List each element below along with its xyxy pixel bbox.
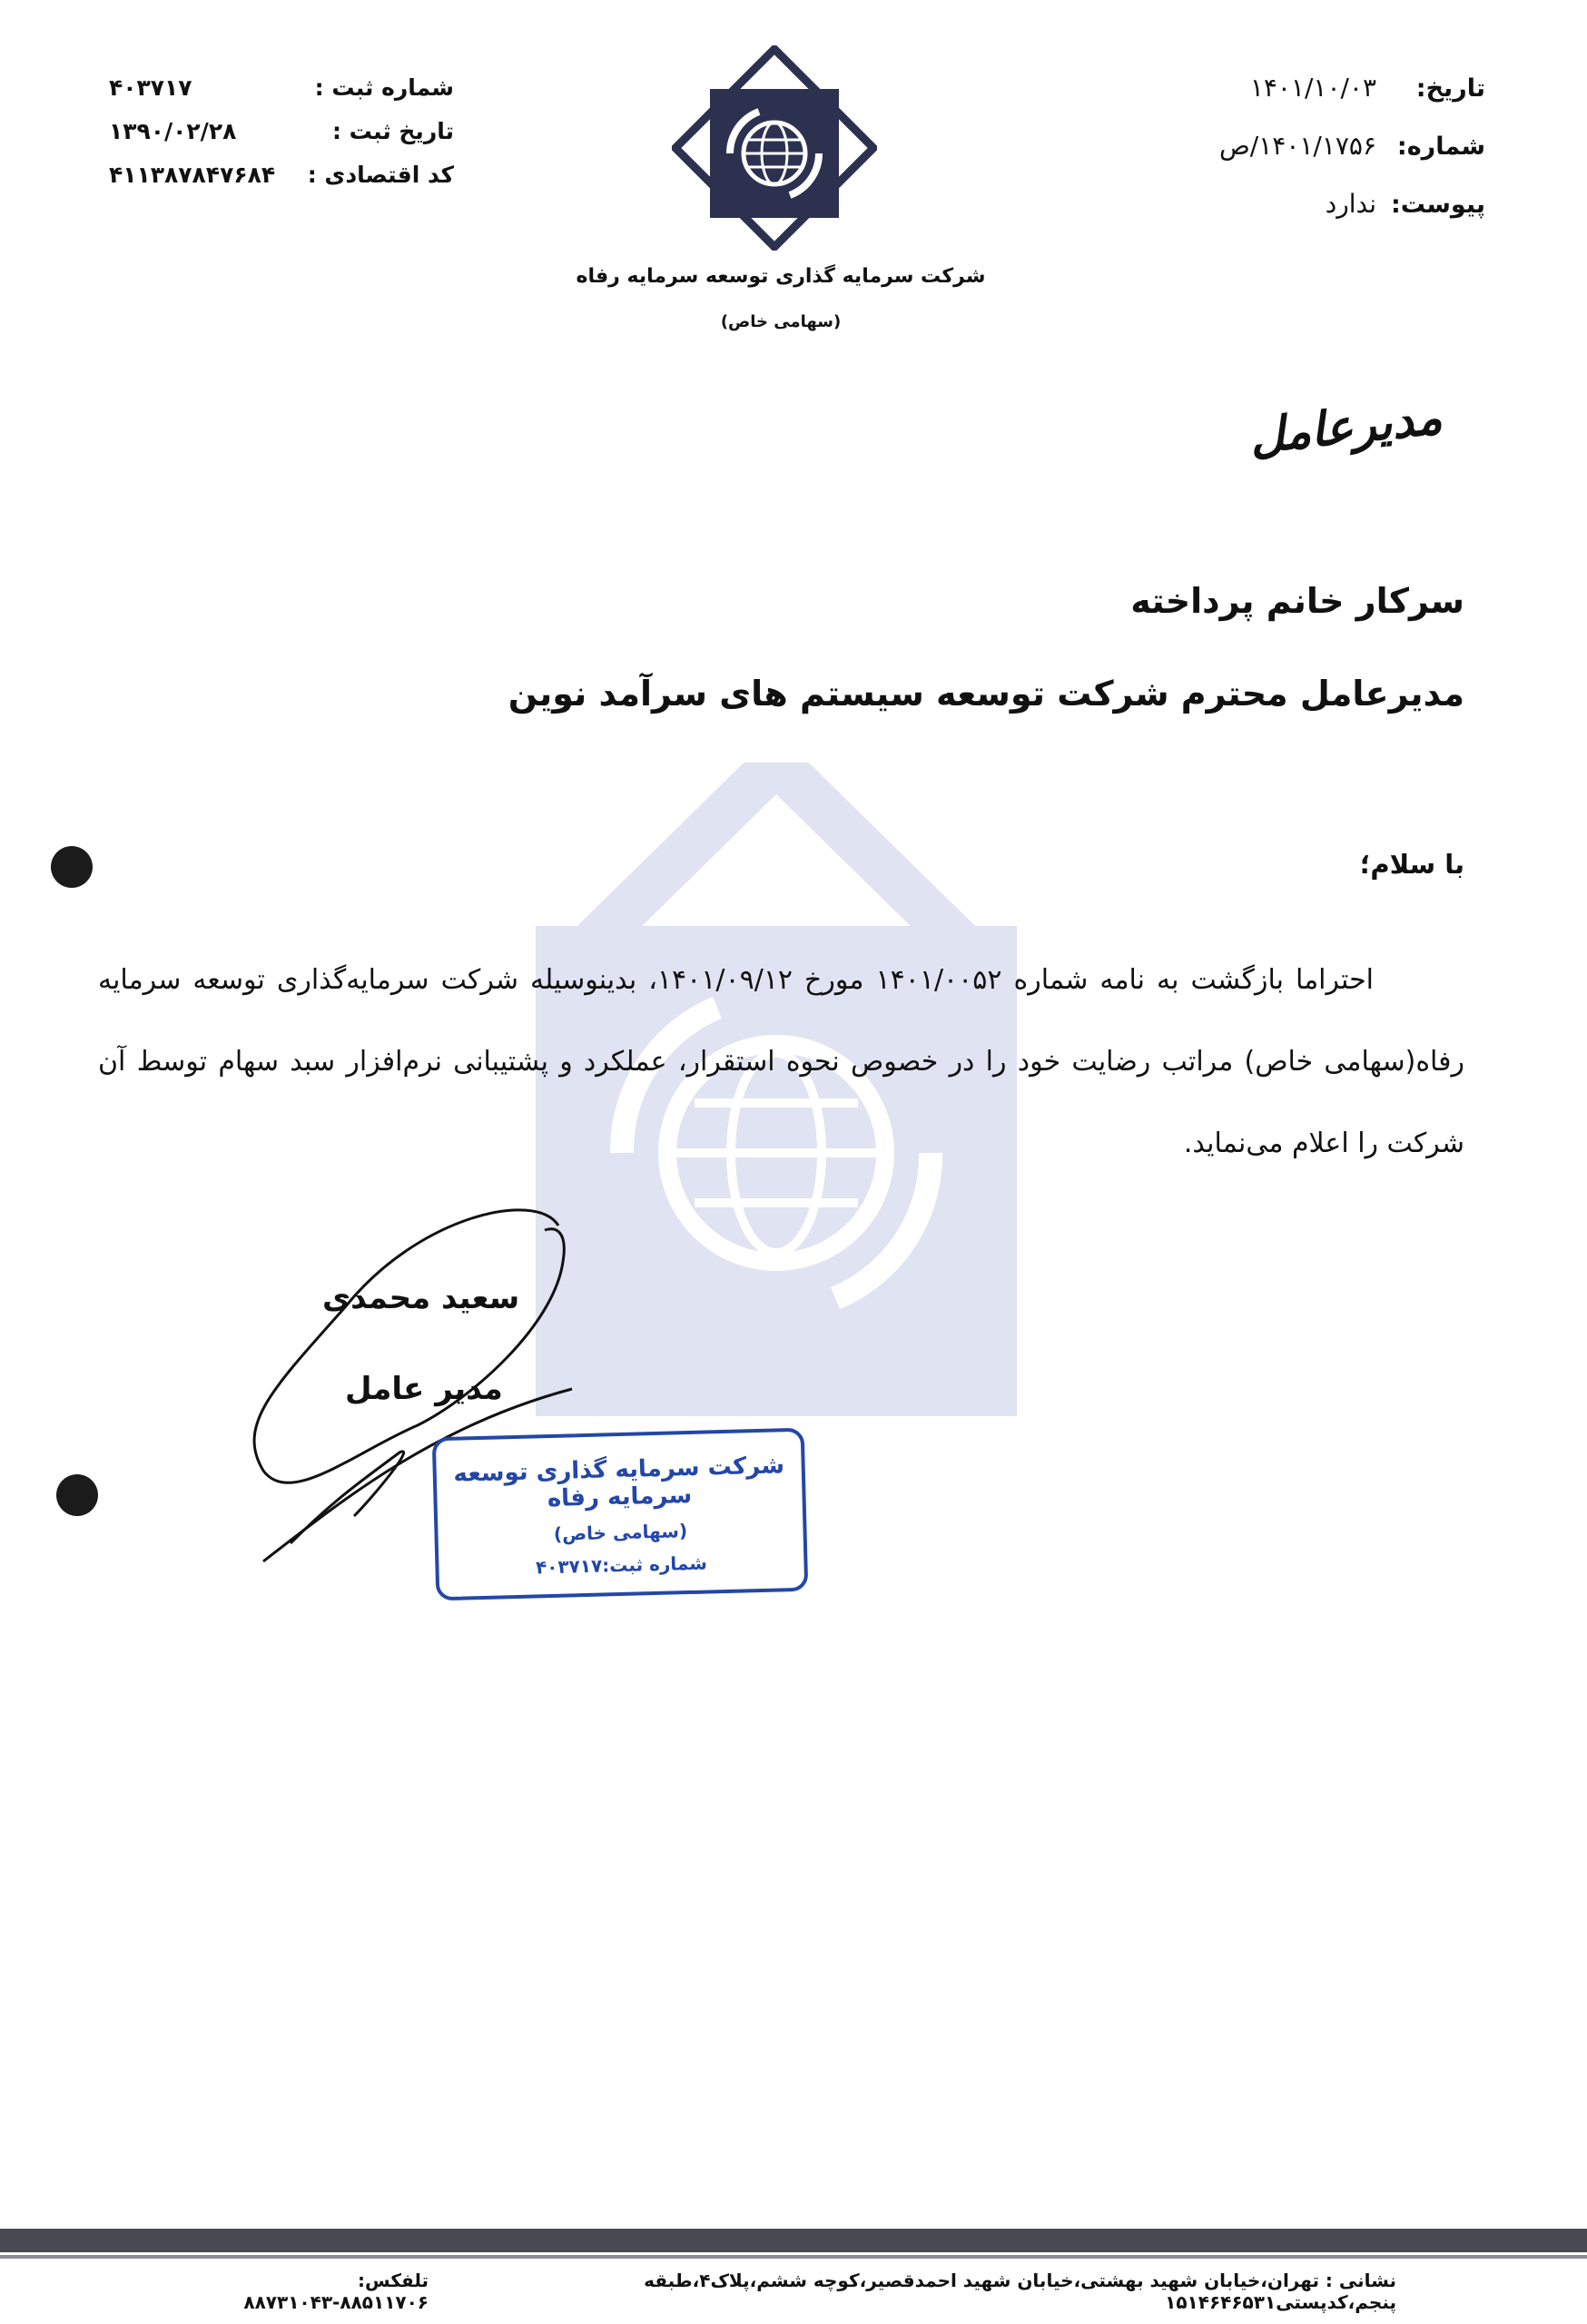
stamp-type: (سهامی خاص): [553, 1520, 688, 1545]
signer-name: سعید محمدی: [322, 1280, 520, 1316]
stamp-registration: شماره ثبت:۴۰۳۷۱۷: [535, 1551, 708, 1579]
reg-number-value: ۴۰۳۷۱۷: [109, 74, 192, 101]
greeting: با سلام؛: [1359, 849, 1464, 880]
company-name: شرکت سرمایه گذاری توسعه سرمایه رفاه: [576, 265, 986, 288]
signer-title: مدیر عامل: [345, 1371, 503, 1407]
reg-number-label: شماره ثبت :: [314, 74, 454, 101]
footer-bar: [0, 2229, 1587, 2252]
company-type: (سهامی خاص): [720, 312, 842, 331]
reg-number-row: [109, 74, 454, 118]
date-row: [1219, 73, 1485, 131]
date-value: ۱۴۰۱/۱۰/۰۳: [1249, 73, 1376, 103]
attachment-label: پیوست:: [1390, 191, 1485, 219]
attachment-value: ندارد: [1325, 189, 1376, 219]
economic-code-label: کد اقتصادی :: [307, 162, 454, 188]
number-label: شماره:: [1396, 133, 1485, 161]
number-value: ۱۴۰۱/۱۷۵۶/ص: [1218, 131, 1376, 161]
footer: [172, 2270, 1396, 2313]
registration-info: [109, 74, 454, 205]
company-stamp: [432, 1428, 809, 1601]
date-label: تاریخ:: [1415, 74, 1485, 103]
number-row: [1219, 131, 1485, 189]
recipient-name: سرکار خانم پرداخته: [1130, 581, 1464, 621]
reg-date-label: تاریخ ثبت :: [331, 118, 454, 144]
stamp-company: شرکت سرمایه گذاری توسعه سرمایه رفاه: [453, 1452, 785, 1513]
punch-hole-top: [51, 846, 93, 888]
economic-code-row: [109, 162, 454, 205]
footer-address: نشانی : تهران،خیابان شهید بهشتی،خیابان شهید احمدقصیر،کوچه ششم،پلاک۴،طبقه پنجم،کدپستی۱۵۱۴۶۴۶۵۳۱: [644, 2270, 1396, 2313]
footer-line: [0, 2255, 1587, 2259]
company-logo: [672, 45, 877, 251]
recipient-title: مدیرعامل محترم شرکت توسعه سیستم های سرآمد نوین: [508, 674, 1464, 714]
reg-date-row: [109, 118, 454, 162]
handwritten-annotation: مدیرعامل: [1246, 389, 1444, 465]
letter-body: احتراما بازگشت به نامه شماره ۱۴۰۱/۰۰۵۲ مورخ ۱۴۰۱/۰۹/۱۲، بدینوسیله شرکت سرمایه‌گذاری توسعه سرمایه رفاه(سهامی خاص) مراتب رضایت خود را در خصوص نحوه استقرار، عملکرد و پشتیبانی نرم‌افزار سبد سهام توسط آن شرکت را اعلام می‌نماید.: [98, 964, 1464, 1159]
punch-hole-bottom: [56, 1474, 98, 1516]
letter-meta: [1219, 73, 1485, 247]
attachment-row: [1219, 189, 1485, 247]
economic-code-value: ۴۱۱۳۸۷۸۴۷۶۸۴: [109, 162, 276, 188]
footer-fax: تلفکس: ۸۸۵۱۱۷۰۶-۸۸۷۳۱۰۴۳: [243, 2270, 429, 2313]
reg-date-value: ۱۳۹۰/۰۲/۲۸: [109, 118, 237, 144]
